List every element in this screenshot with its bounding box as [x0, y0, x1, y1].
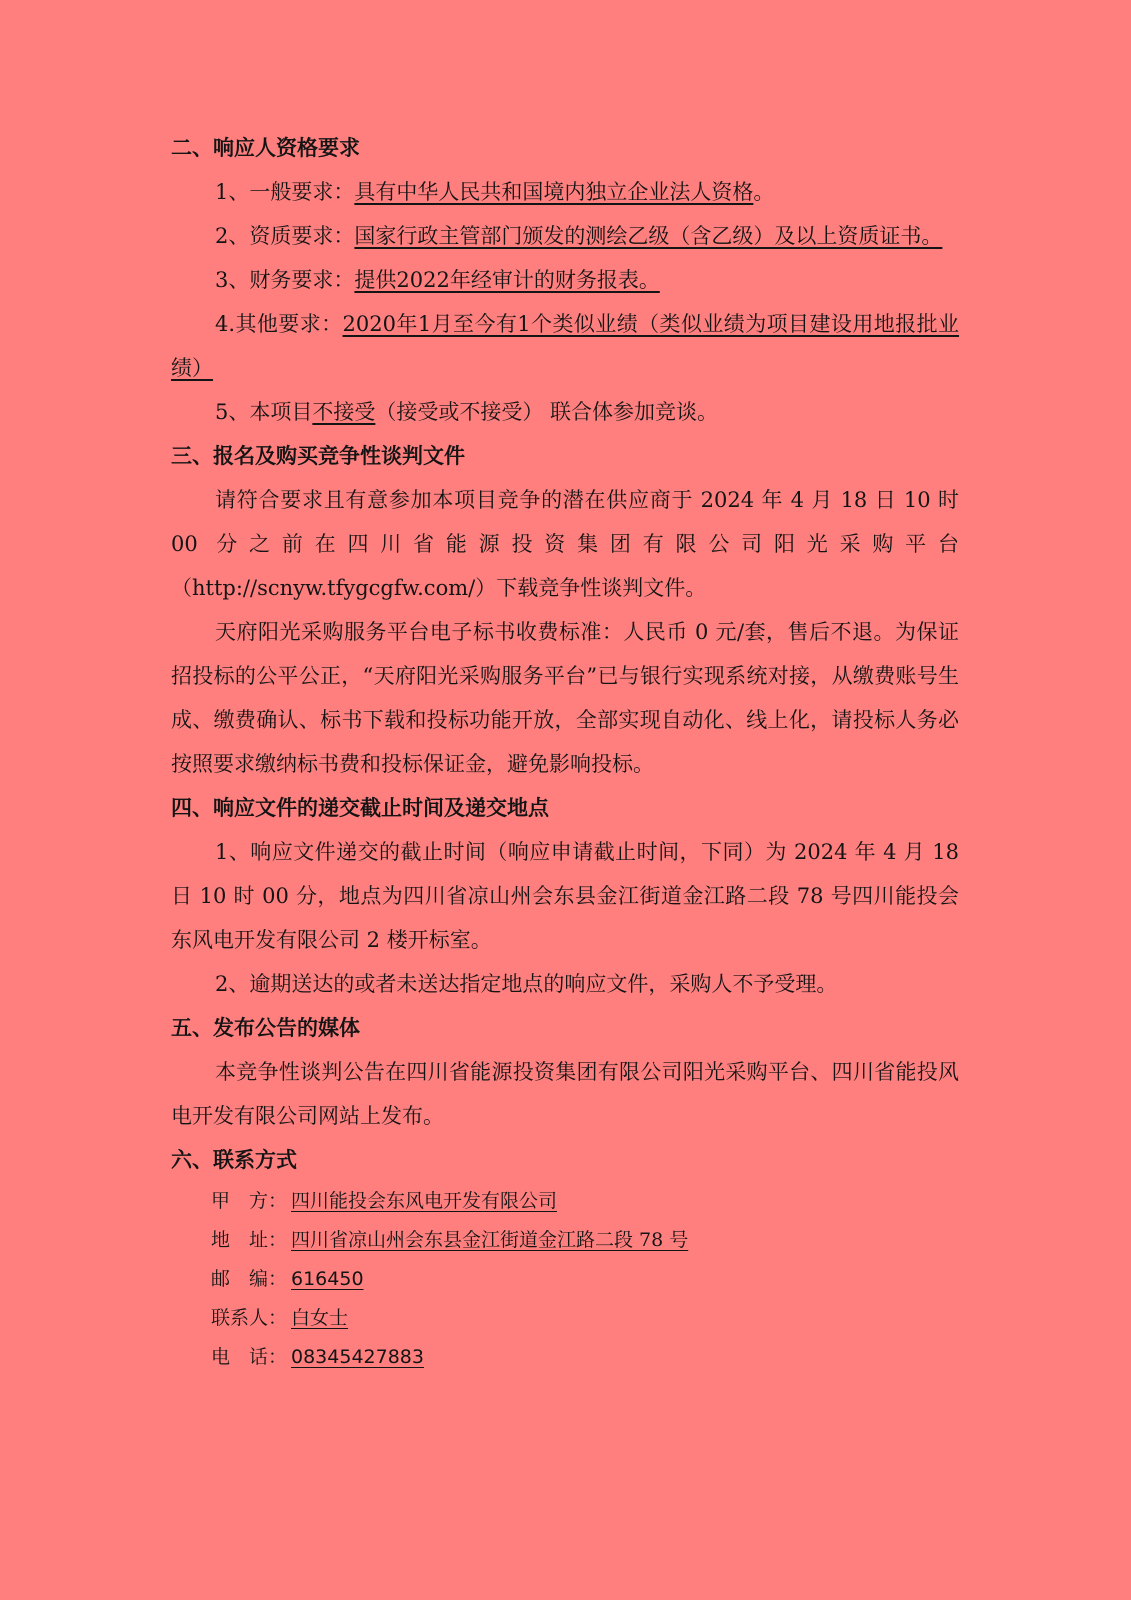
requirement-qualification-label: 2、资质要求： — [215, 224, 355, 248]
requirement-consortium-prefix: 5、本项目 — [215, 400, 313, 424]
contact-value-postcode: 616450 — [291, 1268, 364, 1290]
section-title-media: 五、发布公告的媒体 — [171, 1016, 360, 1040]
contact-label: 电 话： — [211, 1346, 288, 1368]
requirement-consortium-value: 不接受 — [312, 400, 376, 424]
section-title-contact: 六、联系方式 — [171, 1148, 297, 1172]
contact-list — [171, 1182, 959, 1377]
requirement-other — [171, 302, 959, 390]
requirement-qualification-value: 国家行政主管部门颁发的测绘乙级（含乙级）及以上资质证书。 — [354, 224, 943, 248]
requirement-other-label: 4.其他要求： — [215, 312, 343, 336]
requirement-qualification — [171, 214, 959, 258]
requirement-general-end: 。 — [753, 180, 775, 204]
requirement-financial-value: 提供2022年经审计的财务报表。 — [354, 268, 660, 292]
submission-paragraph-1: 1、响应文件递交的截止时间（响应申请截止时间，下同）为 2024 年 4 月 18 日 10 时 00 分，地点为四川省凉山州会东县金江街道金江路二段 78 号四川能投会东风电开发有限公司 2 楼开标室。 — [171, 840, 959, 952]
requirement-consortium-suffix: （接受或不接受） 联合体参加竞谈。 — [375, 400, 719, 424]
section-title-submission: 四、响应文件的递交截止时间及递交地点 — [171, 796, 549, 820]
contact-value-address: 四川省凉山州会东县金江街道金江路二段 78 号 — [291, 1229, 689, 1251]
contact-value-person: 白女士 — [291, 1307, 349, 1329]
contact-row-phone — [171, 1338, 959, 1377]
registration-paragraph-2: 天府阳光采购服务平台电子标书收费标准：人民币 0 元/套，售后不退。为保证招投标的公平公正，“天府阳光采购服务平台”已与银行实现系统对接，从缴费账号生成、缴费确认、标书下载和投标功能开放，全部实现自动化、线上化，请投标人务必按照要求缴纳标书费和投标保证金，避免影响投标。 — [171, 620, 959, 776]
section-title-registration: 三、报名及购买竞争性谈判文件 — [171, 444, 465, 468]
requirement-financial-label: 3、财务要求： — [215, 268, 355, 292]
contact-label: 邮 编： — [211, 1268, 288, 1290]
contact-label: 联系人： — [211, 1307, 288, 1329]
contact-row-party — [171, 1182, 959, 1221]
requirement-consortium — [171, 390, 959, 434]
contact-value-party: 四川能投会东风电开发有限公司 — [291, 1190, 558, 1212]
requirement-financial — [171, 258, 959, 302]
contact-label: 地 址： — [211, 1229, 288, 1251]
requirement-general-label: 1、一般要求： — [215, 180, 355, 204]
registration-paragraph-1: 请符合要求且有意参加本项目竞争的潜在供应商于 2024 年 4 月 18 日 10 时 00 分之前在四川省能源投资集团有限公司阳光采购平台（http://scnyw.tfygcgfw.com/）下载竞争性谈判文件。 — [171, 488, 959, 600]
contact-label: 甲 方： — [211, 1190, 288, 1212]
contact-row-postcode — [171, 1260, 959, 1299]
contact-value-phone: 08345427883 — [291, 1346, 424, 1368]
requirement-general-value: 具有中华人民共和国境内独立企业法人资格 — [354, 180, 754, 204]
requirement-general — [171, 170, 959, 214]
requirement-other-value: 2020年1月至今有1个类似业绩（类似业绩为项目建设用地报批业绩） — [171, 312, 959, 380]
media-paragraph: 本竞争性谈判公告在四川省能源投资集团有限公司阳光采购平台、四川省能投风电开发有限公司网站上发布。 — [171, 1060, 959, 1128]
contact-row-address — [171, 1221, 959, 1260]
submission-paragraph-2: 2、逾期送达的或者未送达指定地点的响应文件，采购人不予受理。 — [215, 972, 838, 996]
document-body — [171, 126, 959, 1377]
contact-row-person — [171, 1299, 959, 1338]
section-title-qualification: 二、响应人资格要求 — [171, 136, 360, 160]
